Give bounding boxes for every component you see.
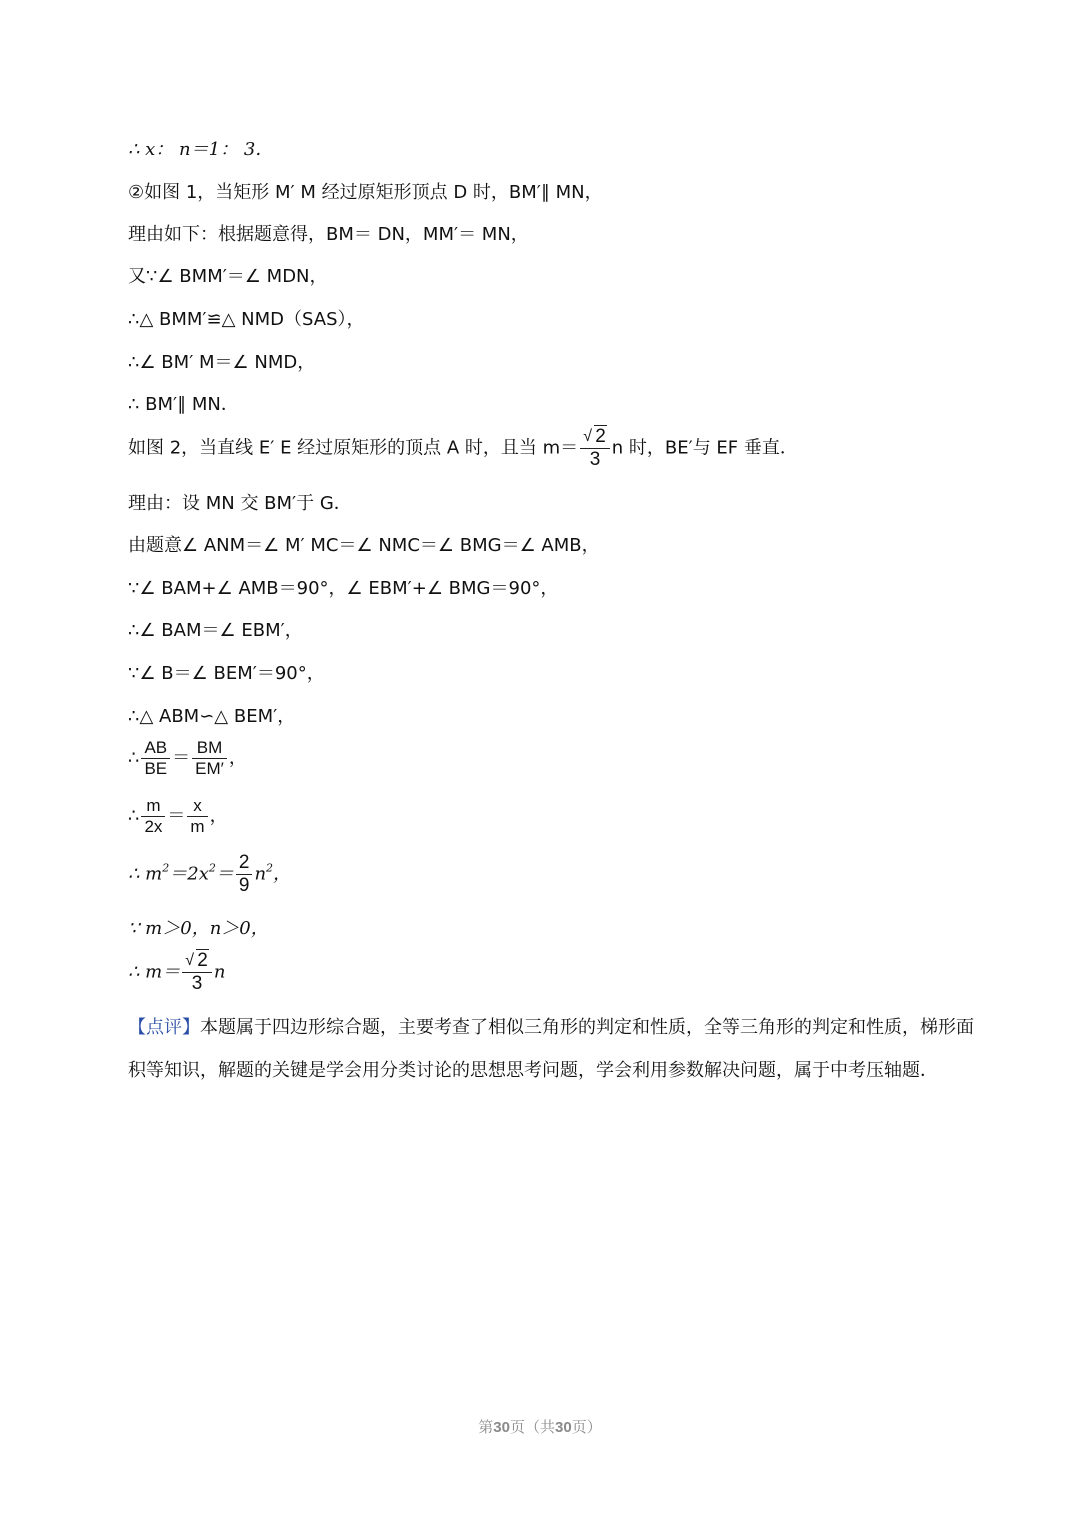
punctuation: ， xyxy=(273,863,292,885)
squared-equation-line xyxy=(128,852,980,897)
parallel-line: ∴ BM′∥ MN． xyxy=(128,394,239,415)
fraction xyxy=(141,738,170,779)
text-segment: n 时，BE′与 EF 垂直． xyxy=(611,437,798,459)
angle-result-line: ∴∠ BM′ M＝∠ NMD， xyxy=(128,352,316,373)
square-root xyxy=(185,950,209,972)
ratio-result-line: ∴ x： n＝1： 3． xyxy=(128,139,274,160)
exponent: 2 xyxy=(208,861,216,875)
radical-sign-icon: √ xyxy=(185,952,195,969)
comment-paragraph xyxy=(128,1006,980,1092)
comment-tag: 【点评】 xyxy=(128,1017,200,1038)
fraction xyxy=(182,950,212,995)
footer-prefix: 第 xyxy=(478,1418,494,1436)
text-segment: n xyxy=(213,961,226,983)
fraction xyxy=(192,738,227,779)
proportion-substitution-line xyxy=(128,796,980,837)
case-figure-two-line xyxy=(128,426,980,471)
conclusion-line xyxy=(128,950,980,995)
angle-equal-line: 又∵∠ BMM′＝∠ MDN， xyxy=(128,266,328,287)
equals-sign: ＝ xyxy=(167,805,186,827)
equals-sign: ＝ xyxy=(172,747,191,769)
fraction-numerator: 2 xyxy=(236,852,253,875)
text-segment: ∴ m xyxy=(128,863,163,885)
text-segment: n xyxy=(254,863,267,885)
total-pages: 30 xyxy=(555,1419,572,1436)
radicand: 2 xyxy=(197,950,208,971)
therefore-symbol: ∴ xyxy=(128,805,140,827)
footer-middle: 页（共 xyxy=(509,1418,555,1436)
angle-chain-line: 由题意∠ ANM＝∠ M′ MC＝∠ NMC＝∠ BMG＝∠ AMB， xyxy=(128,535,600,556)
fraction-numerator xyxy=(182,950,212,973)
fraction-numerator: BM xyxy=(192,738,227,759)
fraction xyxy=(236,852,253,897)
therefore-symbol: ∴ xyxy=(128,747,140,769)
fraction-denominator: 3 xyxy=(589,449,601,470)
fraction-denominator: 9 xyxy=(238,875,250,896)
right-angle-line: ∵∠ B＝∠ BEM′＝90°， xyxy=(128,663,325,684)
angle-sum-line: ∵∠ BAM+∠ AMB＝90°，∠ EBM′+∠ BMG＝90°， xyxy=(128,578,559,599)
comment-text: 本题属于四边形综合题，主要考查了相似三角形的判定和性质，全等三角形的判定和性质，梯形面积等知识，解题的关键是学会用分类讨论的思想思考问题，学会利用参数解决问题，属于中考压轴题． xyxy=(128,1017,974,1081)
text-segment: 如图 2，当直线 E′ E 经过原矩形的顶点 A 时，且当 m＝ xyxy=(128,437,579,459)
reason-setup-line: 理由：设 MN 交 BM′于 G． xyxy=(128,493,352,514)
square-root xyxy=(583,426,607,448)
text-segment: ∴ m＝ xyxy=(128,961,181,983)
punctuation: ， xyxy=(209,805,228,827)
angle-equal-line-2: ∴∠ BAM＝∠ EBM′， xyxy=(128,620,303,641)
similarity-line: ∴△ ABM∽△ BEM′， xyxy=(128,706,296,727)
equals-sign: ＝ xyxy=(215,863,234,885)
positivity-line: ∵ m＞0，n＞0， xyxy=(128,918,269,939)
fraction-numerator: AB xyxy=(141,738,170,759)
fraction-numerator xyxy=(580,426,610,449)
exponent: 2 xyxy=(162,861,170,875)
fraction-numerator: x xyxy=(187,796,207,817)
fraction xyxy=(580,426,610,471)
fraction-denominator: 2x xyxy=(144,817,163,836)
page-number: 30 xyxy=(493,1419,510,1436)
punctuation: ， xyxy=(228,747,247,769)
fraction-denominator: BE xyxy=(144,759,168,778)
congruence-line: ∴△ BMM′≌△ NMD（SAS）， xyxy=(128,309,365,330)
proportion-line xyxy=(128,738,980,779)
footer-suffix: 页） xyxy=(571,1418,602,1436)
fraction-denominator: m xyxy=(190,817,205,836)
radicand: 2 xyxy=(595,426,606,447)
reason-line: 理由如下：根据题意得，BM＝ DN，MM′＝ MN， xyxy=(128,224,529,245)
exponent: 2 xyxy=(266,861,274,875)
page-footer xyxy=(0,1416,1080,1437)
case-two-line: ②如图 1，当矩形 M′ M 经过原矩形顶点 D 时，BM′∥ MN， xyxy=(128,182,603,203)
fraction-denominator: 3 xyxy=(191,973,203,994)
fraction xyxy=(141,796,165,837)
fraction xyxy=(187,796,207,837)
fraction-denominator: EM′ xyxy=(195,759,224,778)
fraction-numerator: m xyxy=(141,796,165,817)
radical-sign-icon: √ xyxy=(583,428,592,445)
text-segment: ＝2x xyxy=(169,863,209,885)
